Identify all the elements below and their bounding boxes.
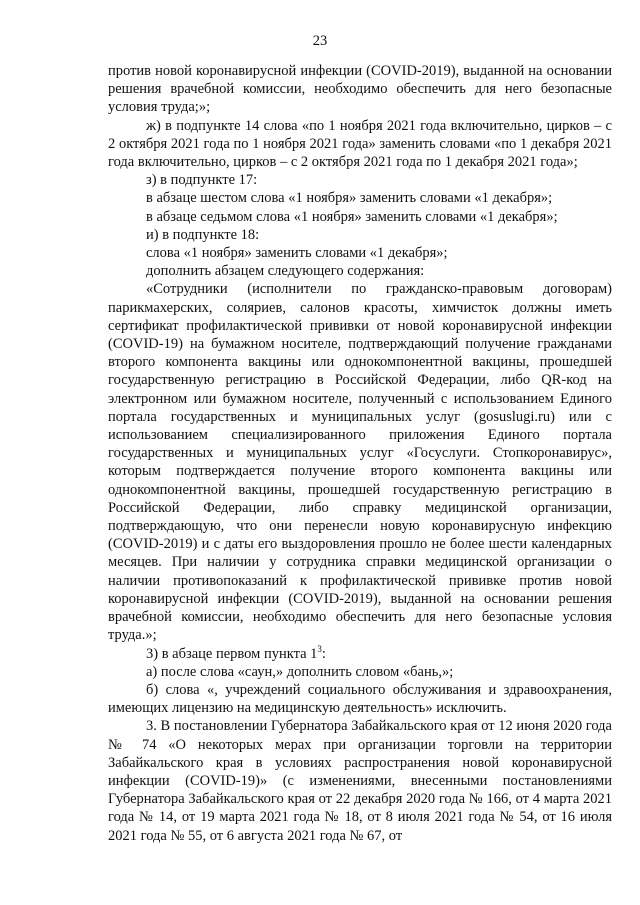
paragraph: ж) в подпункте 14 слова «по 1 ноября 2021 года включительно, цирков – с 2 октября 2021 года по 1 ноября 2021 года» заменить словами «по 1 декабря 2021 года включительно, цирков – с 2 октября 2021 года по 1 декабря 2021 года»; [108,117,612,171]
paragraph: дополнить абзацем следующего содержания: [146,263,425,280]
paragraph: з) в подпункте 17: [146,172,258,189]
paragraph-tail: : [321,645,326,662]
paragraph: и) в подпункте 18: [146,226,260,243]
paragraph [108,645,612,663]
paragraph: «Сотрудники (исполнители по гражданско-правовым договорам) парикмахерских, соляриев, салонов красоты, химчисток должны иметь сертификат профилактической прививки от новой коронавирусной инфекции (COVID-19) на бумажном носителе, подтверждающий получение гражданами второго компонента вакцины или однокомпонентной вакцины, прошедшей государственную регистрацию в Российской Федерации, либо QR-код на электронном или бумажном носителе, полученный с использованием Единого портала государственных и муниципальных услуг (gosuslugi.ru) или с использованием специализированного приложения Единого портала государственных и муниципальных услуг «Госуслуги. Стопкоронавирус», которым подтверждается получение второго компонента вакцины или однокомпонентной вакцины, прошедшей государственную регистрацию в Российской Федерации, либо справку медицинской организации, подтверждающую, что они перенесли новую коронавирусную инфекцию (COVID-2019) и с даты его выздоровления прошло не более шести календарных месяцев. При наличии у сотрудника справки медицинской организации о наличии противопоказаний к профилактической прививке против новой коронавирусной инфекции (COVID-2019), выданной на основании решения врачебной комиссии, необходимо обеспечить для него безопасные условия труда.»; [108,281,612,644]
paragraph: а) после слова «саун,» дополнить словом «бань,»; [146,663,454,680]
paragraph: слова «1 ноября» заменить словами «1 декабря»; [146,245,448,262]
paragraph: в абзаце седьмом слова «1 ноября» заменить словами «1 декабря»; [146,208,558,225]
page-number: 23 [312,33,328,49]
paragraph: в абзаце шестом слова «1 ноября» заменить словами «1 декабря»; [146,190,553,207]
superscript: 3 [317,643,322,654]
paragraph: 3. В постановлении Губернатора Забайкальского края от 12 июня 2020 года № 74 «О некоторых мерах при организации торговли на территории Забайкальского края в условиях распространения новой коронавирусной инфекции (COVID-19)» (с изменениями, внесенными постановлениями Губернатора Забайкальского края от 22 декабря 2020 года № 166, от 4 марта 2021 года № 14, от 19 марта 2021 года № 18, от 8 июля 2021 года № 54, от 16 июля 2021 года № 55, от 6 августа 2021 года № 67, от [108,718,612,844]
paragraph: против новой коронавирусной инфекции (COVID-2019), выданной на основании решения врачебной комиссии, необходимо обеспечить для него безопасные условия труда;»; [108,63,612,116]
paragraph: б) слова «, учреждений социального обслуживания и здравоохранения, имеющих лицензию на медицинскую деятельность» исключить. [108,681,612,717]
paragraph-text: 3) в абзаце первом пункта 1 [146,645,318,662]
document-body [108,62,612,845]
